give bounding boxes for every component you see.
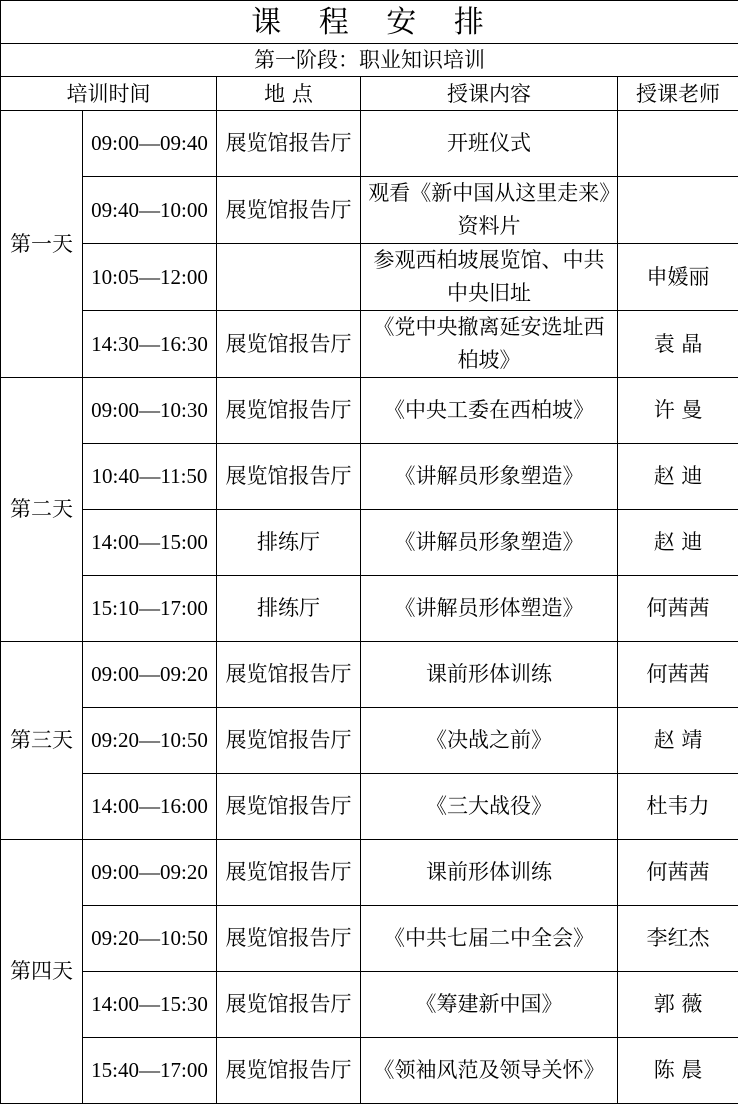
day-label: 第四天 bbox=[1, 840, 83, 1104]
teacher-cell: 何茜茜 bbox=[618, 576, 738, 642]
location-cell: 展览馆报告厅 bbox=[217, 906, 361, 972]
location-cell: 展览馆报告厅 bbox=[217, 642, 361, 708]
header-time: 培训时间 bbox=[1, 77, 217, 111]
content-cell: 《讲解员形象塑造》 bbox=[361, 444, 618, 510]
teacher-cell: 陈 晨 bbox=[618, 1038, 738, 1104]
content-cell: 《三大战役》 bbox=[361, 774, 618, 840]
time-cell: 14:00—16:00 bbox=[83, 774, 217, 840]
stage-row bbox=[1, 44, 738, 77]
time-cell: 09:00—09:20 bbox=[83, 840, 217, 906]
teacher-cell: 赵 靖 bbox=[618, 708, 738, 774]
time-cell: 14:30—16:30 bbox=[83, 311, 217, 378]
teacher-cell: 郭 薇 bbox=[618, 972, 738, 1038]
content-cell: 《筹建新中国》 bbox=[361, 972, 618, 1038]
location-cell: 展览馆报告厅 bbox=[217, 972, 361, 1038]
time-cell: 09:20—10:50 bbox=[83, 708, 217, 774]
header-location: 地 点 bbox=[217, 77, 361, 111]
location-cell: 展览馆报告厅 bbox=[217, 774, 361, 840]
location-cell: 展览馆报告厅 bbox=[217, 708, 361, 774]
teacher-cell bbox=[618, 111, 738, 177]
day-label: 第二天 bbox=[1, 378, 83, 642]
content-cell: 课前形体训练 bbox=[361, 840, 618, 906]
teacher-cell: 何茜茜 bbox=[618, 642, 738, 708]
table-row bbox=[1, 840, 738, 906]
stage-heading: 第一阶段：职业知识培训 bbox=[1, 44, 738, 77]
page-title: 课 程 安 排 bbox=[1, 1, 738, 44]
table-row bbox=[1, 244, 738, 311]
time-cell: 09:00—10:30 bbox=[83, 378, 217, 444]
content-cell: 《讲解员形象塑造》 bbox=[361, 510, 618, 576]
location-cell: 展览馆报告厅 bbox=[217, 311, 361, 378]
table-row bbox=[1, 510, 738, 576]
content-cell: 参观西柏坡展览馆、中共中央旧址 bbox=[361, 244, 618, 311]
location-cell: 展览馆报告厅 bbox=[217, 444, 361, 510]
teacher-cell: 何茜茜 bbox=[618, 840, 738, 906]
table-row bbox=[1, 177, 738, 244]
content-cell: 《中央工委在西柏坡》 bbox=[361, 378, 618, 444]
time-cell: 14:00—15:30 bbox=[83, 972, 217, 1038]
location-cell: 展览馆报告厅 bbox=[217, 111, 361, 177]
content-cell: 课前形体训练 bbox=[361, 642, 618, 708]
content-cell: 《党中央撤离延安选址西柏坡》 bbox=[361, 311, 618, 378]
header-teacher: 授课老师 bbox=[618, 77, 738, 111]
content-cell: 《决战之前》 bbox=[361, 708, 618, 774]
header-content: 授课内容 bbox=[361, 77, 618, 111]
content-cell: 观看《新中国从这里走来》资料片 bbox=[361, 177, 618, 244]
teacher-cell: 赵 迪 bbox=[618, 510, 738, 576]
table-row bbox=[1, 972, 738, 1038]
time-cell: 09:20—10:50 bbox=[83, 906, 217, 972]
content-cell: 《领袖风范及领导关怀》 bbox=[361, 1038, 618, 1104]
teacher-cell: 许 曼 bbox=[618, 378, 738, 444]
table-row bbox=[1, 642, 738, 708]
content-cell: 《中共七届二中全会》 bbox=[361, 906, 618, 972]
time-cell: 09:00—09:40 bbox=[83, 111, 217, 177]
table-row bbox=[1, 1038, 738, 1104]
teacher-cell: 杜韦力 bbox=[618, 774, 738, 840]
teacher-cell bbox=[618, 177, 738, 244]
table-row bbox=[1, 444, 738, 510]
teacher-cell: 李红杰 bbox=[618, 906, 738, 972]
time-cell: 10:05—12:00 bbox=[83, 244, 217, 311]
location-cell: 排练厅 bbox=[217, 576, 361, 642]
teacher-cell: 申媛丽 bbox=[618, 244, 738, 311]
time-cell: 09:00—09:20 bbox=[83, 642, 217, 708]
table-row bbox=[1, 906, 738, 972]
table-row bbox=[1, 576, 738, 642]
time-cell: 10:40—11:50 bbox=[83, 444, 217, 510]
table-row bbox=[1, 774, 738, 840]
location-cell: 展览馆报告厅 bbox=[217, 1038, 361, 1104]
location-cell: 展览馆报告厅 bbox=[217, 177, 361, 244]
location-cell bbox=[217, 244, 361, 311]
teacher-cell: 袁 晶 bbox=[618, 311, 738, 378]
teacher-cell: 赵 迪 bbox=[618, 444, 738, 510]
time-cell: 09:40—10:00 bbox=[83, 177, 217, 244]
content-cell: 开班仪式 bbox=[361, 111, 618, 177]
time-cell: 15:10—17:00 bbox=[83, 576, 217, 642]
title-row bbox=[1, 1, 738, 44]
day-label: 第一天 bbox=[1, 111, 83, 378]
table-row bbox=[1, 708, 738, 774]
location-cell: 展览馆报告厅 bbox=[217, 840, 361, 906]
day-label: 第三天 bbox=[1, 642, 83, 840]
time-cell: 14:00—15:00 bbox=[83, 510, 217, 576]
location-cell: 排练厅 bbox=[217, 510, 361, 576]
table-row bbox=[1, 311, 738, 378]
header-row bbox=[1, 77, 738, 111]
content-cell: 《讲解员形体塑造》 bbox=[361, 576, 618, 642]
table-row bbox=[1, 111, 738, 177]
location-cell: 展览馆报告厅 bbox=[217, 378, 361, 444]
table-row bbox=[1, 378, 738, 444]
time-cell: 15:40—17:00 bbox=[83, 1038, 217, 1104]
schedule-body bbox=[1, 1, 738, 1104]
